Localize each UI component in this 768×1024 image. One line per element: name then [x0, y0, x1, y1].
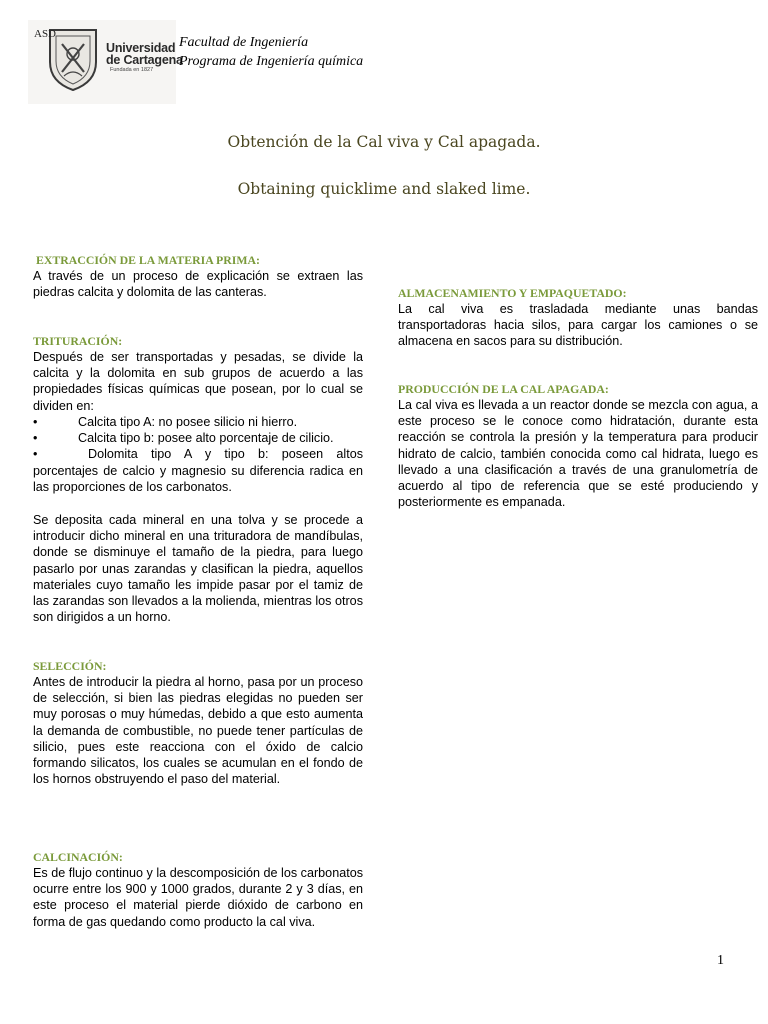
bullet-marker: • [33, 447, 38, 461]
bullet-text: Dolomita tipo A y tipo b: poseen altos [88, 447, 363, 461]
heading-produccion: PRODUCCIÓN DE LA CAL APAGADA: [398, 382, 609, 396]
title-english: Obtaining quicklime and slaked lime. [237, 180, 531, 198]
program-name: Programa de Ingeniería química [179, 54, 364, 69]
page-number: 1 [717, 953, 724, 968]
bullet-marker: • [33, 431, 38, 445]
header-text [179, 33, 363, 71]
bullet-item-calcita-b [33, 430, 334, 446]
heading-calcinacion: CALCINACIÓN: [33, 850, 123, 864]
bullet-marker: • [33, 415, 38, 429]
paragraph-extraccion: A través de un proceso de explicación se extraen las piedras calcita y dolomita de las canteras. [33, 269, 363, 300]
logo-mark-text: ASD [34, 28, 57, 40]
faculty-name: Facultad de Ingeniería [179, 35, 309, 50]
bullet-text-continued: porcentajes de calcio y magnesio su diferencia radica en las proporciones de los carbonatos. [33, 464, 363, 495]
heading-almacenamiento: ALMACENAMIENTO Y EMPAQUETADO: [398, 286, 627, 300]
bullet-text: Calcita tipo b: posee alto porcentaje de cilicio. [78, 431, 334, 445]
paragraph-deposito: Se deposita cada mineral en una tolva y se procede a introducir dicho mineral en una trituradora de mandíbulas, donde se disminuye el tamaño de la piedra, para luego pasarlo por unas zarandas y clasifican la piedra, aquellos materiales cuyo tamaño les impide pasar por el tamiz de las zarandas son llevados a la molienda, mientras los otros son dirigidos a un horno. [33, 513, 363, 625]
paragraph-seleccion: Antes de introducir la piedra al horno, pasa por un proceso de selección, si bien las piedras elegidas no pueden ser muy porosas o muy húmedas, debido a que esto aumenta la demanda de combustible, no puede tener partículas de silicio, pues este reacciona con el óxido de calcio formando silicatos, los cuales se acumulan en el fondo de los hornos obstruyendo el paso del material. [33, 675, 363, 787]
title-spanish: Obtención de la Cal viva y Cal apagada. [227, 133, 541, 151]
heading-extraccion: EXTRACCIÓN DE LA MATERIA PRIMA: [36, 253, 260, 267]
bullet-item-dolomita [33, 446, 363, 462]
bullet-item-calcita-a [33, 414, 297, 430]
heading-seleccion: SELECCIÓN: [33, 659, 107, 673]
paragraph-calcinacion: Es de flujo continuo y la descomposición de los carbonatos ocurre entre los 900 y 1000 grados, durante 2 y 3 días, en este proceso el material pierde dióxido de carbono en forma de gas quedando como producto la cal viva. [33, 866, 363, 929]
bullet-text: Calcita tipo A: no posee silicio ni hierro. [78, 415, 298, 429]
university-name-line1: Universidad [106, 41, 176, 55]
paragraph-trituracion: Después de ser transportadas y pesadas, se divide la calcita y la dolomita en sub grupos de acuerdo a las propiedades físicas químicas que posean, por lo cual se dividen en: [33, 350, 363, 413]
paragraph-produccion: La cal viva es llevada a un reactor donde se mezcla con agua, a este proceso se le conoce como hidratación, durante esta reacción se controla la presión y la temperatura para producir hidrato de calcio, también conocida como cal hidrata, luego es llevado a una clasificación a través de una granulometría de acuerdo al tipo de referencia que se esté produciendo y posteriormente es empanada. [398, 398, 758, 510]
paragraph-almacenamiento: La cal viva es trasladada mediante unas bandas transportadoras hacia silos, para cargar los camiones o se almacena en sacos para su distribución. [398, 302, 758, 349]
university-name-line2: de Cartagena [106, 53, 183, 67]
heading-trituracion: TRITURACIÓN: [33, 334, 123, 348]
university-founded: Fundada en 1827 [110, 67, 154, 73]
